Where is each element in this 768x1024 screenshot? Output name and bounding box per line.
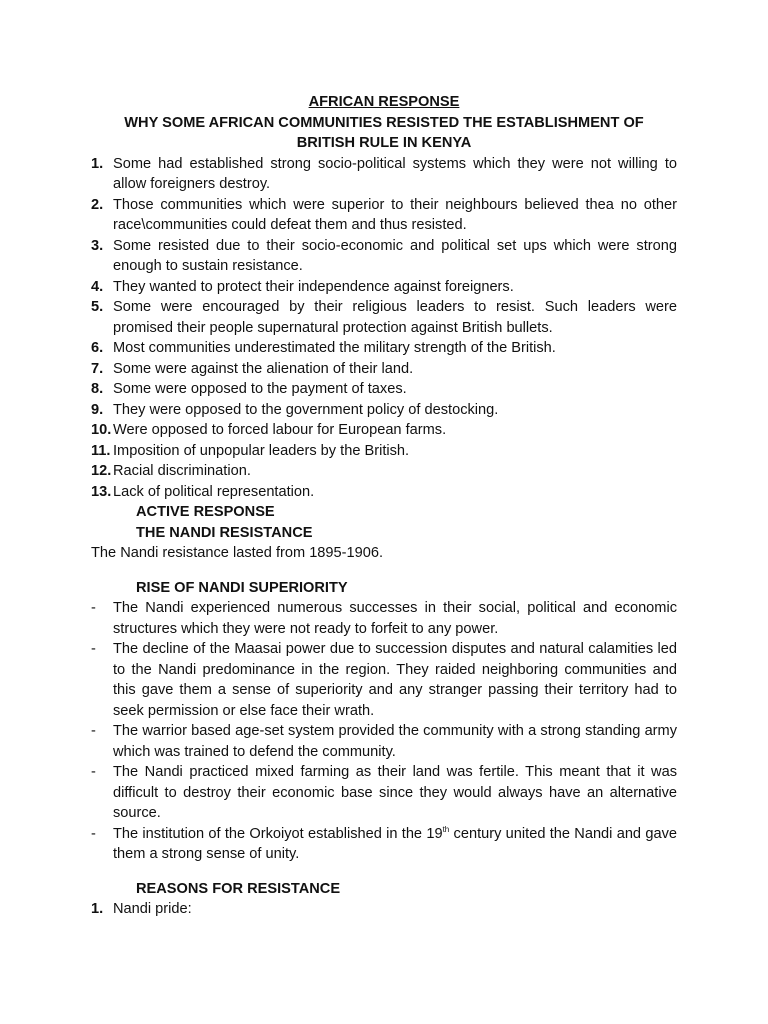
resistance-reasons-list [91, 899, 677, 920]
list-item [91, 297, 677, 338]
list-number: 5. [91, 299, 104, 315]
list-number: 7. [91, 360, 104, 377]
list-text: Some had established strong socio-political systems which they were not willing to allow foreigners destroy. [113, 155, 677, 192]
list-number: 10. [91, 422, 112, 438]
list-text: Were opposed to forced labour for European farms. [113, 422, 447, 438]
list-text: Imposition of unpopular leaders by the British. [113, 442, 410, 459]
section-heading-rise: RISE OF NANDI SUPERIORITY [136, 579, 348, 596]
list-item [91, 899, 677, 920]
list-text: Some resisted due to their socio-economic and political set ups which were strong enough to sustain resistance. [113, 237, 677, 274]
list-text: Racial discrimination. [113, 463, 251, 479]
list-text: Nandi pride: [113, 901, 192, 917]
spacer [91, 865, 677, 879]
list-text: Some were against the alienation of their land. [113, 360, 414, 377]
spacer [91, 564, 677, 578]
dash-bullet: - [91, 764, 96, 780]
section-heading-active-response: ACTIVE RESPONSE [136, 504, 275, 520]
list-item [91, 598, 677, 639]
dash-bullet: - [91, 723, 96, 739]
section-heading-nandi-resistance: THE NANDI RESISTANCE [136, 524, 313, 541]
list-number: 9. [91, 401, 104, 418]
list-text-part: The institution of the Orkoiyot established in the 19 [113, 825, 443, 842]
list-item [91, 420, 677, 441]
list-number: 12. [91, 463, 112, 479]
page-subtitle-line-1: WHY SOME AFRICAN COMMUNITIES RESISTED THE ESTABLISHMENT OF [124, 114, 644, 131]
page-subtitle-line-2: BRITISH RULE IN KENYA [296, 135, 472, 151]
superscript-ordinal: th [442, 824, 450, 834]
list-text: Those communities which were superior to their neighbours believed thea no other race\communities could defeat them and thus resisted. [113, 196, 677, 233]
document-content [91, 92, 677, 920]
list-item [91, 379, 677, 400]
list-number: 6. [91, 340, 104, 356]
list-number: 1. [91, 901, 104, 917]
dash-bullet: - [91, 825, 96, 842]
list-item [91, 277, 677, 298]
dash-bullet: - [91, 641, 96, 657]
list-item [91, 461, 677, 482]
list-text: The Nandi practiced mixed farming as their land was fertile. This meant that it was difficult to destroy their economic base since they would always have an alternative source. [113, 764, 677, 821]
list-number: 1. [91, 155, 104, 172]
list-item [91, 359, 677, 380]
list-item [91, 154, 677, 195]
list-text: Most communities underestimated the military strength of the British. [113, 340, 556, 356]
list-text: Lack of political representation. [113, 483, 315, 500]
dash-bullet: - [91, 600, 96, 616]
list-item [91, 721, 677, 762]
page-title: AFRICAN RESPONSE [308, 94, 460, 110]
list-number: 13. [91, 483, 112, 500]
list-item [91, 400, 677, 421]
list-text-part: century united the Nandi and gave them a strong sense of unity. [113, 825, 677, 862]
list-number: 3. [91, 237, 104, 254]
list-text: The Nandi experienced numerous successes in their social, political and economic structures which they were not ready to forfeit to any power. [113, 600, 677, 637]
list-item [91, 639, 677, 721]
list-item [91, 482, 677, 503]
reasons-list [91, 154, 677, 503]
list-text: They were opposed to the government policy of destocking. [113, 401, 499, 418]
list-item [91, 762, 677, 824]
list-number: 2. [91, 196, 104, 213]
rise-list [91, 598, 677, 865]
list-item [91, 195, 677, 236]
nandi-intro-paragraph: The Nandi resistance lasted from 1895-1906. [91, 545, 384, 561]
list-number: 4. [91, 278, 104, 295]
list-text: Some were opposed to the payment of taxes. [113, 381, 407, 397]
list-text: The decline of the Maasai power due to succession disputes and natural calamities led to the Nandi predominance in the region. They raided neighboring communities and this gave them a sense of superiority and any stranger passing their territory had to seek permission or else face their wrath. [113, 641, 677, 719]
list-text: The warrior based age-set system provided the community with a strong standing army which was trained to defend the community. [113, 723, 677, 760]
list-item [91, 441, 677, 462]
section-heading-reasons-for-resistance: REASONS FOR RESISTANCE [136, 880, 341, 897]
list-item [91, 236, 677, 277]
list-number: 8. [91, 381, 104, 397]
list-text: They wanted to protect their independence against foreigners. [113, 278, 514, 295]
list-number: 11. [91, 442, 111, 459]
list-text: Some were encouraged by their religious leaders to resist. Such leaders were promised their people supernatural protection against British bullets. [113, 299, 677, 336]
list-item [91, 338, 677, 359]
list-item [91, 824, 677, 865]
